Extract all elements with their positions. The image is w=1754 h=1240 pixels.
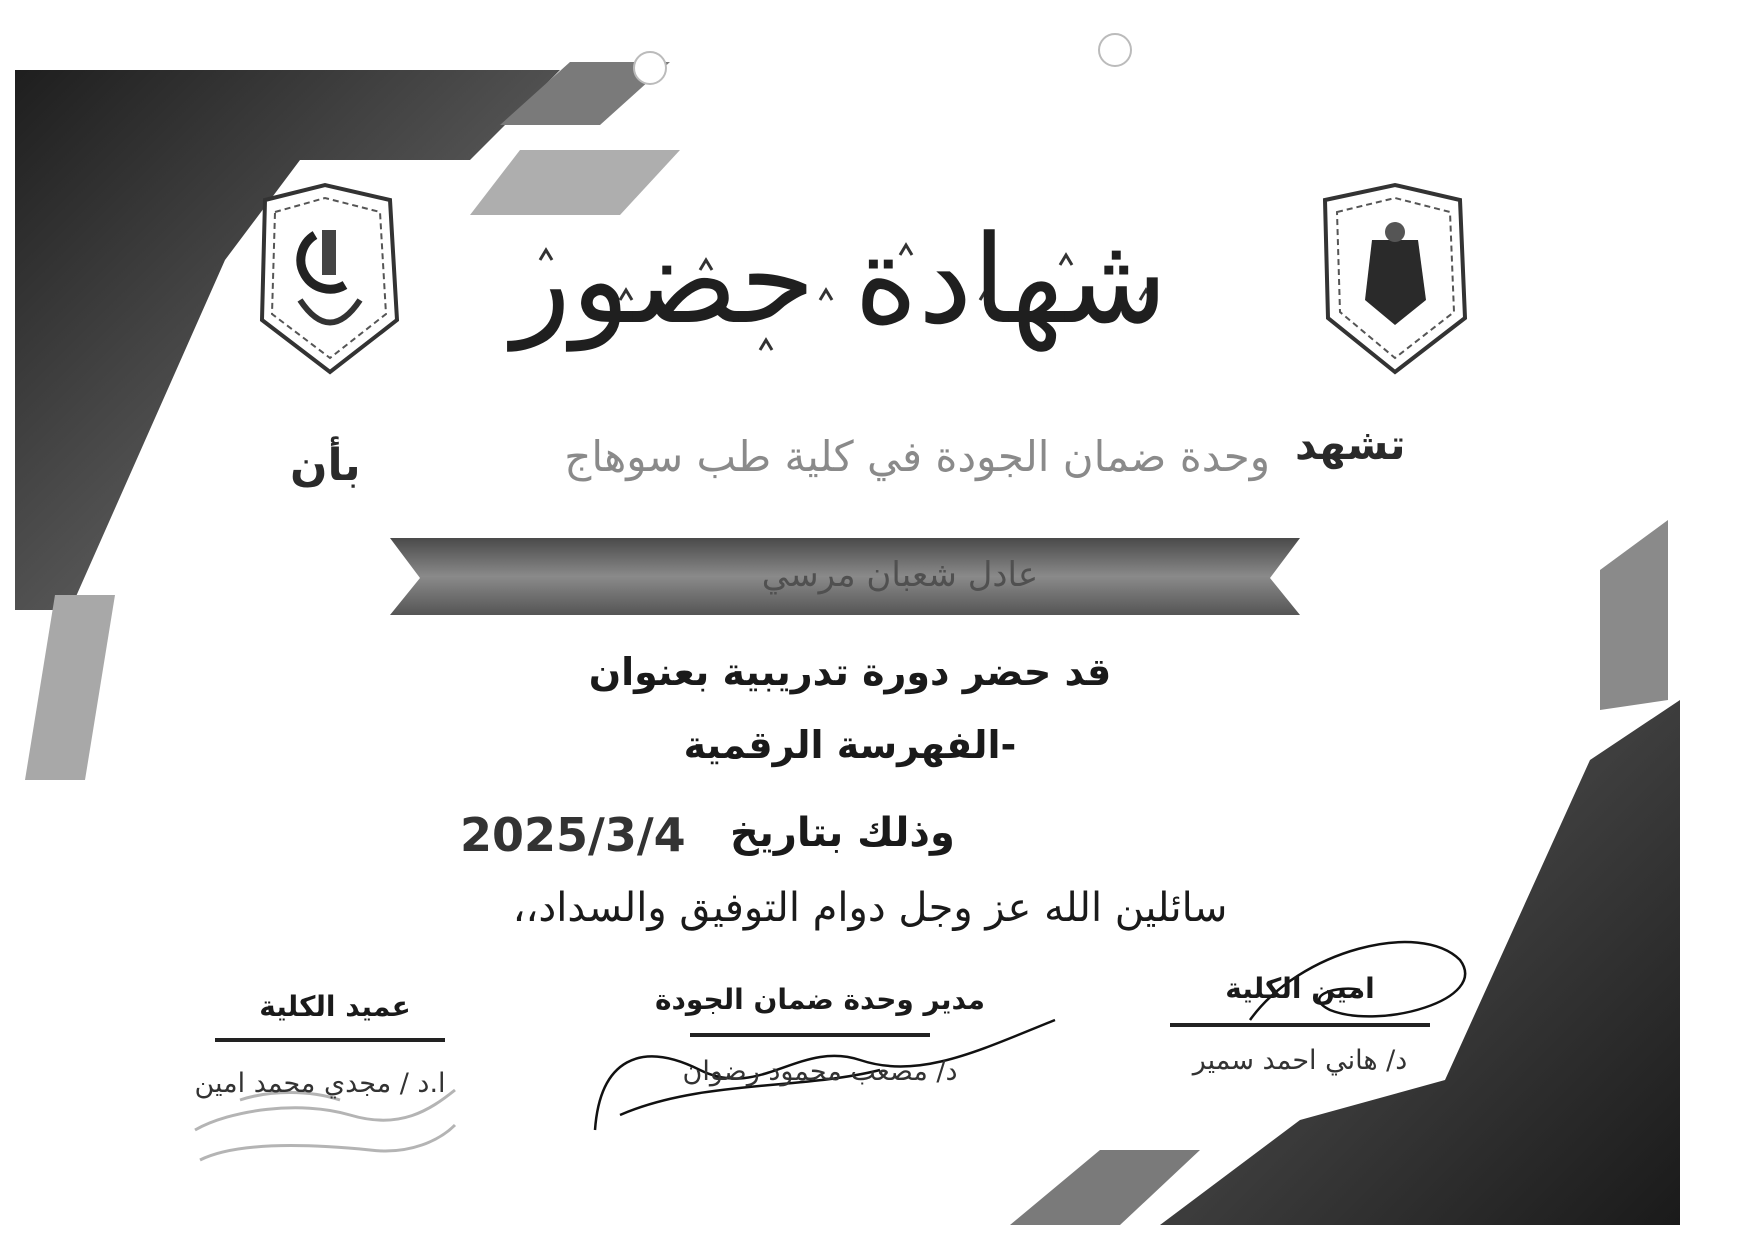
issuer-unit: وحدة ضمان الجودة في كلية طب سوهاج	[564, 432, 1270, 481]
course-title: -الفهرسة الرقمية	[683, 723, 1017, 767]
university-emblem-icon	[1325, 185, 1465, 372]
date-label: وذلك بتاريخ	[730, 810, 955, 856]
frame-right-stripe-upper	[1600, 520, 1668, 710]
frame-left-stripe	[25, 595, 115, 780]
signature-name-college-secretary: د/ هاني احمد سمير	[1192, 1045, 1408, 1076]
punch-hole	[1099, 34, 1131, 66]
that-word: بأن	[290, 440, 361, 491]
frame-bottom-right-wedge	[1160, 700, 1680, 1225]
faculty-stamp-seal	[195, 1090, 455, 1160]
signature-title-dean: عميد الكلية	[259, 990, 411, 1023]
certificate-title: شهادة حضور	[512, 209, 1168, 351]
faculty-emblem-icon	[262, 185, 397, 372]
attended-text: قد حضر دورة تدريبية بعنوان	[588, 650, 1112, 694]
signature-title-quality-director: مدير وحدة ضمان الجودة	[655, 983, 985, 1016]
date-value: 2025/3/4	[460, 808, 686, 862]
recipient-name: عادل شعبان مرسي	[761, 555, 1039, 595]
frame-bottom-stripe	[1010, 1150, 1200, 1225]
signature-name-dean: ا.د / مجدي محمد امين	[194, 1068, 446, 1099]
punch-hole	[634, 52, 666, 84]
witness-word: تشهد	[1295, 420, 1406, 469]
closing-prayer: سائلين الله عز وجل دوام التوفيق والسداد،،	[512, 885, 1228, 931]
signature-name-quality-director: د/ مصعب محمود رضوان	[682, 1056, 958, 1087]
signature-title-college-secretary: امين الكلية	[1225, 972, 1375, 1005]
